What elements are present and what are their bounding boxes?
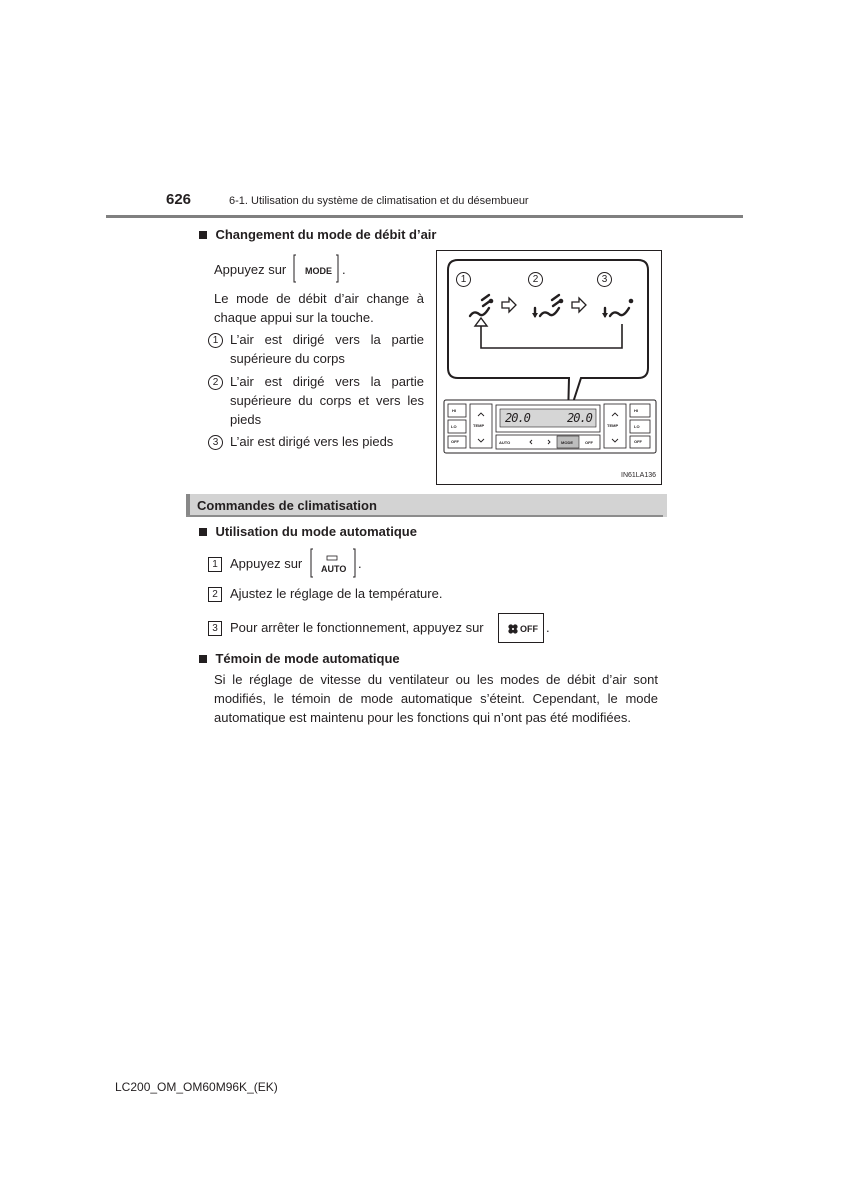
bullet-square-icon (199, 231, 207, 239)
airflow-mode-figure (436, 250, 662, 485)
figure-label: 2 (528, 272, 543, 287)
item-number-circle: 3 (208, 435, 223, 450)
bullet-square-icon (199, 655, 207, 663)
section-bar-underline (186, 515, 663, 517)
step-number-box: 2 (208, 587, 222, 602)
step-text: Ajustez le réglage de la température. (230, 586, 443, 601)
step-number-box: 3 (208, 621, 222, 636)
panel-right-display: 20.0 (567, 411, 592, 425)
airflow-desc-line1: Le mode de débit d’air change à (214, 291, 424, 306)
item-number-circle: 2 (208, 375, 223, 390)
chapter-title: 6-1. Utilisation du système de climatisation et du désembueur (229, 195, 529, 207)
panel-temp-label: TEMP (607, 423, 619, 428)
step-number-box: 1 (208, 557, 222, 572)
panel-lo-label: LO (451, 424, 457, 429)
auto-key-illustration (309, 548, 357, 578)
airflow-press-text: Appuyez sur (214, 262, 287, 277)
figure-label: 3 (597, 272, 612, 287)
item-text: supérieure du corps (230, 351, 345, 366)
item-text: supérieure du corps et vers les (230, 393, 424, 408)
footer-code: LC200_OM_OM60M96K_(EK) (115, 1080, 278, 1094)
mode-key-illustration (292, 254, 340, 283)
airflow-heading-text: Changement du mode de débit d’air (215, 227, 437, 242)
indicator-heading-text: Témoin de mode automatique (215, 651, 400, 666)
figure-code: IN61LA136 (621, 472, 657, 479)
panel-off-label: OFF (634, 439, 642, 444)
airflow-heading (199, 226, 436, 244)
mode-key-label: MODE (305, 266, 332, 276)
figure-label: 1 (456, 272, 471, 287)
panel-hi-label: HI (452, 408, 456, 413)
indicator-text-line1: Si le réglage de vitesse du ventilateur ou les modes de débit d’air sont (214, 672, 658, 687)
panel-temp-label: TEMP (473, 423, 485, 428)
auto-key-label: AUTO (321, 564, 347, 574)
fan-icon (508, 624, 518, 634)
page-number: 626 (166, 191, 192, 208)
panel-fan-off-label: OFF (585, 440, 593, 445)
panel-hi-label: HI (634, 408, 638, 413)
section-title: Commandes de climatisation (197, 498, 377, 513)
panel-mode-label: MODE (561, 440, 573, 445)
item-number-circle: 1 (208, 333, 223, 348)
airflow-desc-line2: chaque appui sur la touche. (214, 310, 374, 325)
period: . (358, 556, 362, 571)
step-text: Appuyez sur (230, 556, 303, 571)
indicator-heading (199, 650, 400, 668)
panel-auto-label: AUTO (499, 440, 511, 445)
indicator-text-line2: modifiés, le témoin de mode automatique s’éteint. Cependant, le mode (214, 691, 658, 706)
item-text: L’air est dirigé vers les pieds (230, 434, 394, 449)
item-text: L’air est dirigé vers la partie (230, 374, 424, 389)
header-rule (106, 215, 743, 218)
item-text: pieds (230, 412, 262, 427)
indicator-text-line3: automatique est maintenu pour les fonctions qui n’ont pas été modifiées. (214, 710, 631, 725)
auto-mode-heading (199, 523, 417, 541)
bullet-square-icon (199, 528, 207, 536)
panel-off-label: OFF (451, 439, 459, 444)
off-key-label: OFF (520, 624, 538, 634)
step-text: Pour arrêter le fonctionnement, appuyez sur (230, 620, 484, 635)
period: . (546, 620, 550, 635)
off-key-illustration (498, 613, 544, 643)
period: . (342, 262, 346, 277)
auto-mode-heading-text: Utilisation du mode automatique (215, 524, 417, 539)
panel-left-display: 20.0 (505, 411, 530, 425)
item-text: L’air est dirigé vers la partie (230, 332, 424, 347)
panel-lo-label: LO (634, 424, 640, 429)
